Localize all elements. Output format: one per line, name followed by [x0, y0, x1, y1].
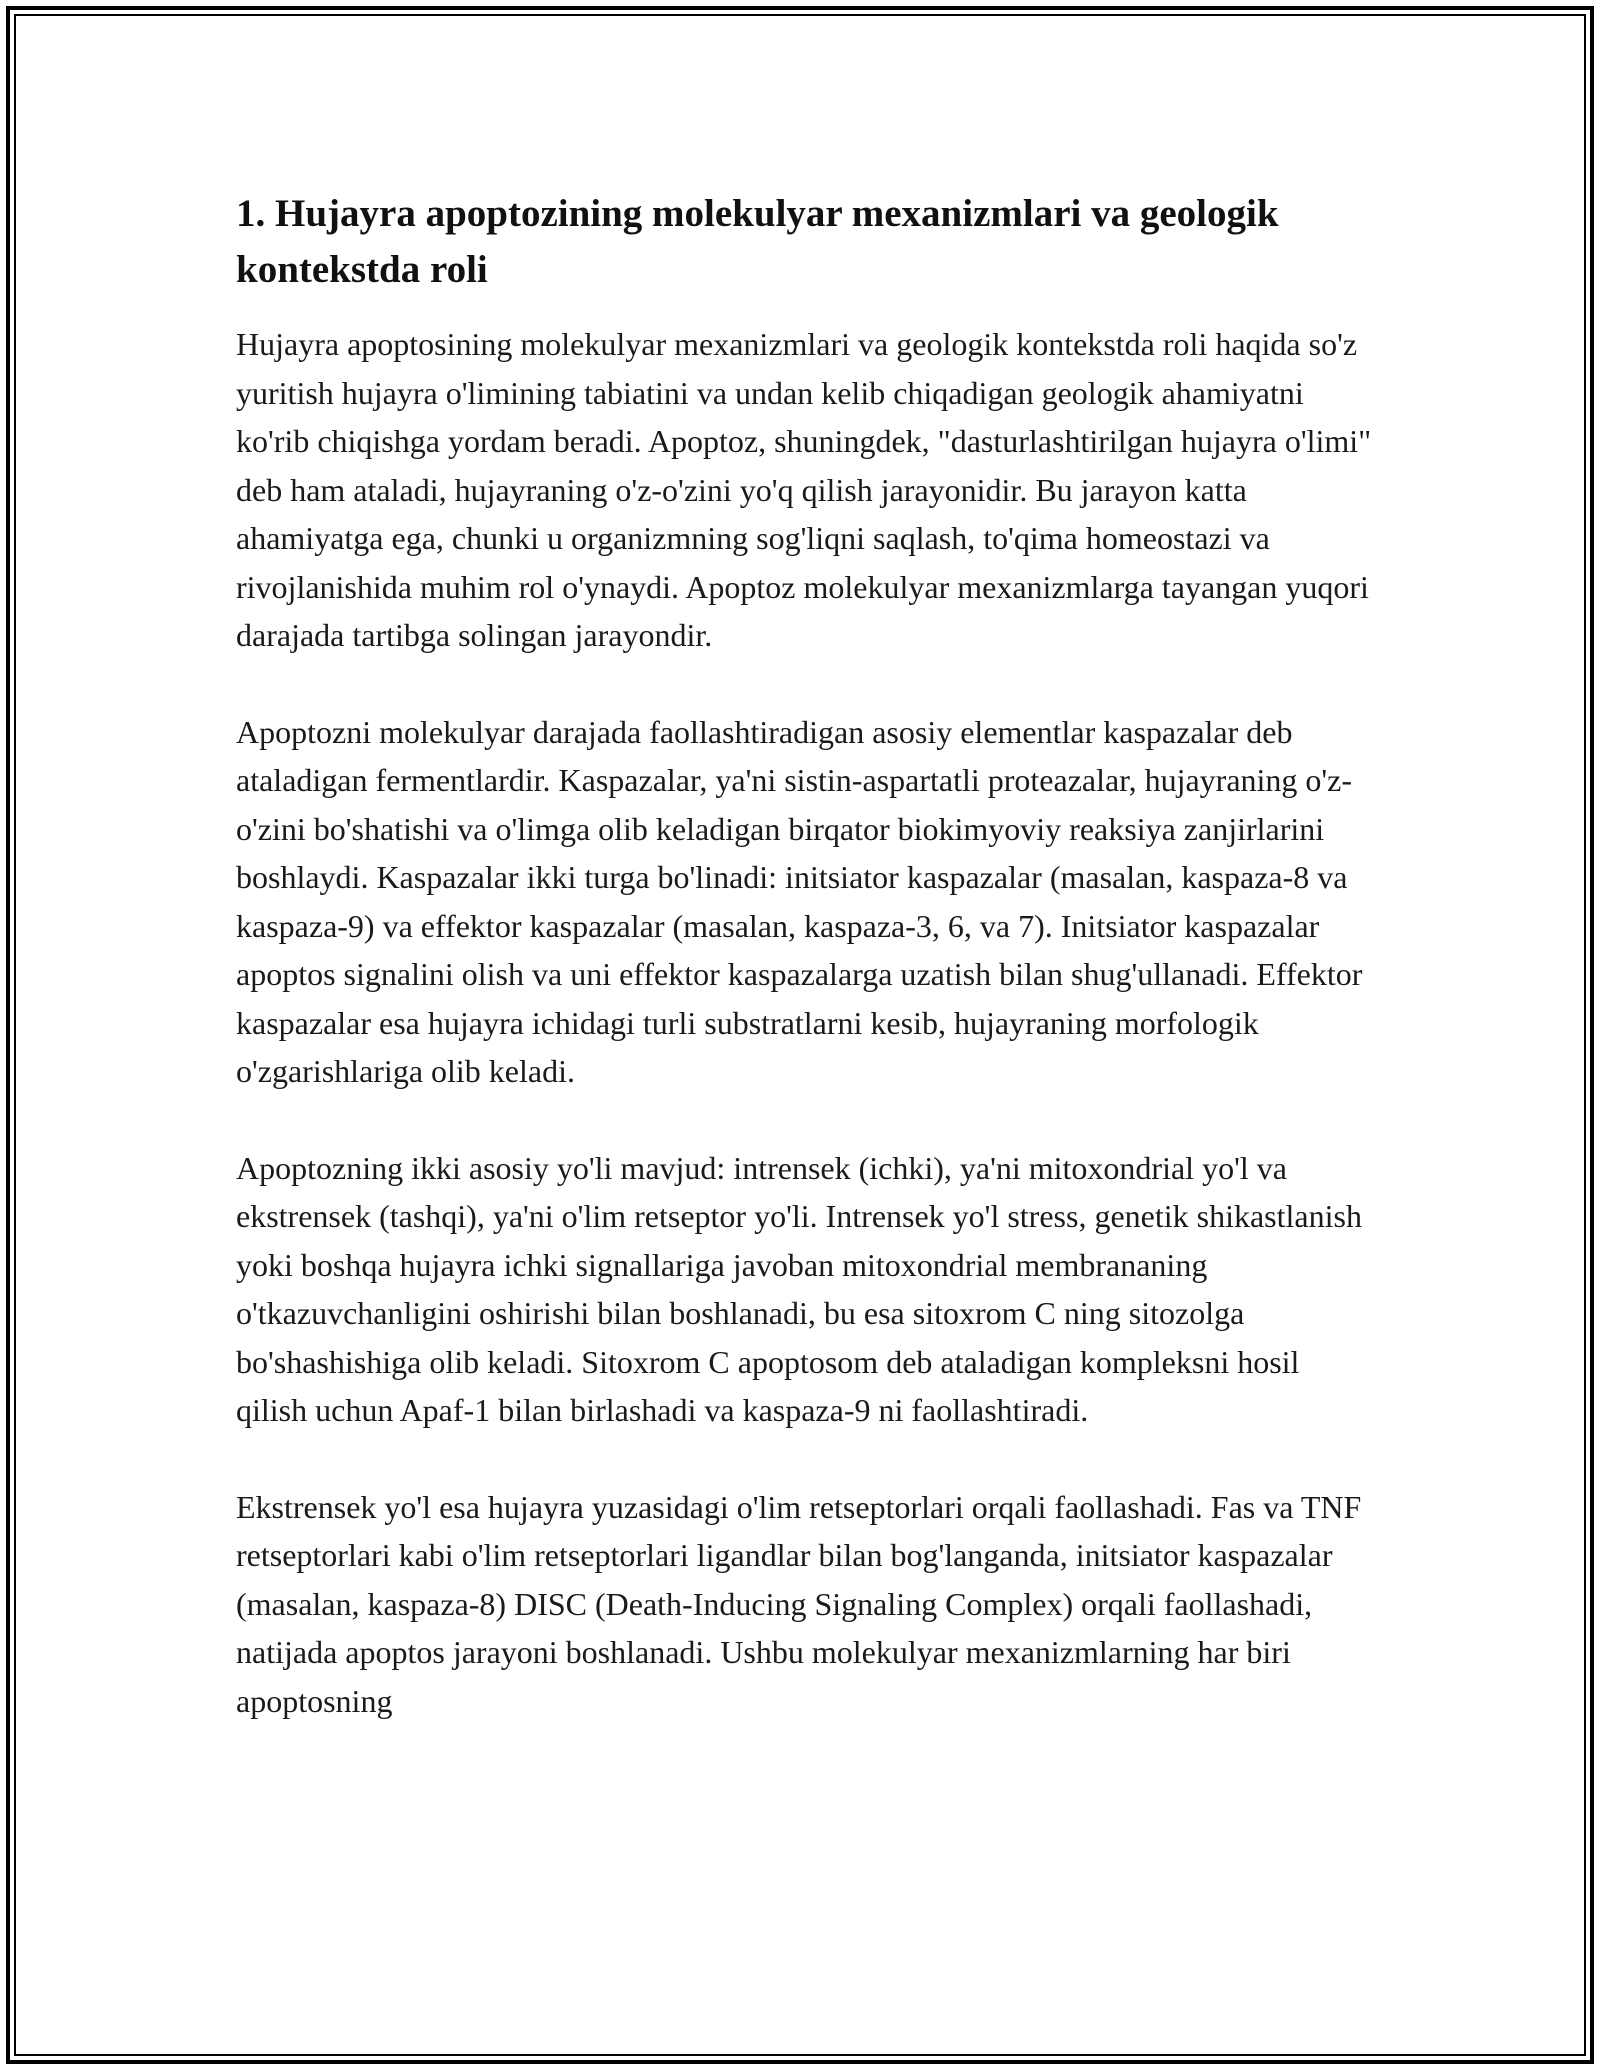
section-heading: 1. Hujayra apoptozining molekulyar mexanizmlari va geologik kontekstda roli: [236, 192, 1279, 291]
paragraph-intro: Hujayra apoptosining molekulyar mexanizmlari va geologik kontekstda roli haqida so'z yuritish hujayra o'limining tabiatini va undan kelib chiqadigan geologik ahamiyatni ko'rib chiqishga yordam beradi. Apoptoz, shuningdek, "dasturlashtirilgan hujayra o'limi" deb ham ataladi, hujayraning o'z-o'zini yo'q qilish jarayonidir. Bu jarayon katta ahamiyatga ega, chunki u organizmning sog'liqni saqlash, to'qima homeostazi va rivojlanishida muhim rol o'ynaydi. Apoptoz molekulyar mexanizmlarga tayangan yuqori darajada tartibga solingan jarayondir.: [236, 326, 1372, 653]
document-body: [236, 186, 1376, 1773]
paragraph-extrinsic: Ekstrensek yo'l esa hujayra yuzasidagi o'lim retseptorlari orqali faollashadi. Fas va TNF retseptorlari kabi o'lim retseptorlari ligandlar bilan bog'langanda, initsiator kaspazalar (masalan, kaspaza-8) DISC (Death-Inducing Signaling Complex) orqali faollashadi, natijada apoptos jarayoni boshlanadi. Ushbu molekulyar mexanizmlarning har biri apoptosning: [236, 1488, 1362, 1719]
paragraph-caspases: Apoptozni molekulyar darajada faollashtiradigan asosiy elementlar kaspazalar deb ataladigan fermentlardir. Kaspazalar, ya'ni sistin-aspartatli proteazalar, hujayraning o'z-o'zini bo'shatishi va o'limga olib keladigan birqator biokimyoviy reaksiya zanjirlarini boshlaydi. Kaspazalar ikki turga bo'linadi: initsiator kaspazalar (masalan, kaspaza-8 va kaspaza-9) va effektor kaspazalar (masalan, kaspaza-3, 6, va 7). Initsiator kaspazalar apoptos signalini olish va uni effektor kaspazalarga uzatish bilan shug'ullanadi. Effektor kaspazalar esa hujayra ichidagi turli substratlarni kesib, hujayraning morfologik o'zgarishlariga olib keladi.: [236, 713, 1363, 1089]
paragraph-pathways: Apoptozning ikki asosiy yo'li mavjud: intrensek (ichki), ya'ni mitoxondrial yo'l va ekstrensek (tashqi), ya'ni o'lim retseptor yo'li. Intrensek yo'l stress, genetik shikastlanish yoki boshqa hujayra ichki signallariga javoban mitoxondrial membrananing o'tkazuvchanligini oshirishi bilan boshlanadi, bu esa sitoxrom C ning sitozolga bo'shashishiga olib keladi. Sitoxrom C apoptosom deb ataladigan kompleksni hosil qilish uchun Apaf-1 bilan birlashadi va kaspaza-9 ni faollashtiradi.: [236, 1149, 1362, 1428]
